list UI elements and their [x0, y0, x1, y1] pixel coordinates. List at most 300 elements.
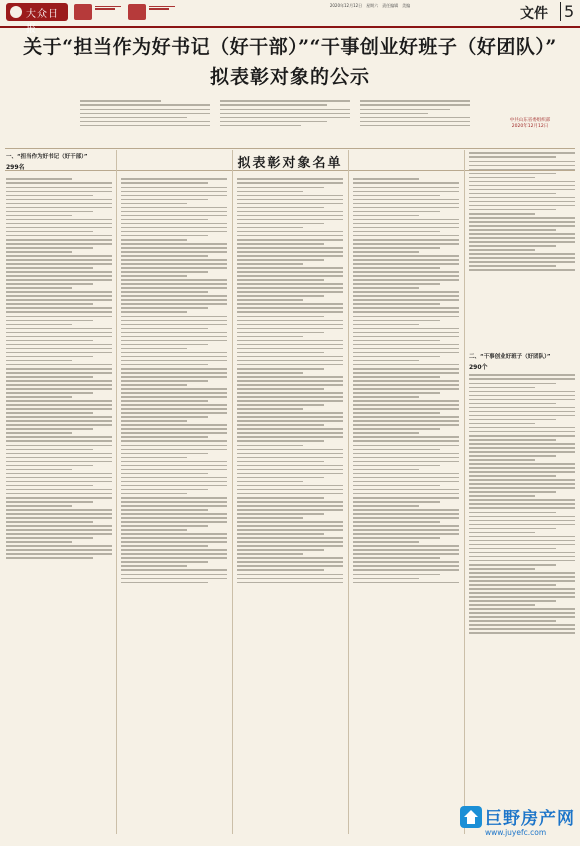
text-line: [237, 275, 343, 277]
text-line: [6, 541, 72, 543]
text-line: [6, 348, 112, 350]
text-line: [469, 205, 575, 207]
publisher-date: 2020年12月12日: [511, 124, 549, 129]
text-line: [353, 392, 440, 394]
text-line: [237, 533, 324, 535]
text-line: [237, 578, 343, 580]
name-list-column: [6, 176, 112, 798]
text-line: [237, 408, 303, 410]
intro-paragraph: [220, 98, 350, 146]
text-line: [237, 223, 324, 225]
text-line: [121, 582, 208, 584]
text-line: [469, 427, 575, 429]
text-line: [237, 481, 303, 483]
text-line: [6, 477, 112, 479]
text-line: [121, 412, 227, 414]
text-line: [237, 203, 343, 205]
text-line: [353, 489, 459, 491]
text-line: [353, 328, 459, 330]
text-line: [237, 549, 324, 551]
text-line: [353, 255, 459, 257]
text-line: [237, 348, 343, 350]
text-line: [353, 259, 459, 261]
text-line: [121, 364, 208, 366]
text-line: [469, 419, 556, 421]
text-line: [353, 481, 459, 483]
text-line: [237, 360, 343, 362]
logo-seal-icon: [10, 6, 22, 18]
text-line: [353, 231, 440, 233]
publisher-signature: [485, 118, 575, 130]
text-line: [121, 275, 187, 277]
text-line: [469, 580, 575, 582]
text-line: [121, 219, 208, 221]
text-line: [237, 489, 343, 491]
text-line: [6, 223, 112, 225]
text-line: [6, 275, 112, 277]
text-line: [121, 436, 208, 438]
text-line: [121, 316, 227, 318]
text-line: [237, 332, 324, 334]
text-line: [121, 537, 227, 539]
text-line: [360, 117, 470, 119]
text-line: [237, 219, 343, 221]
text-line: [237, 509, 343, 511]
name-list-column: [353, 176, 459, 836]
text-line: [237, 541, 343, 543]
text-line: [237, 537, 343, 539]
text-line: [6, 537, 93, 539]
text-line: [80, 125, 210, 127]
text-line: [469, 161, 575, 163]
text-line: [121, 191, 227, 193]
headline-line-1: 关于“担当作为好书记（好干部）”“干事创业好班子（好团队）”: [23, 36, 557, 58]
text-line: [121, 465, 227, 467]
text-line: [353, 428, 440, 430]
text-line: [121, 400, 208, 402]
text-line: [353, 477, 459, 479]
text-line: [469, 628, 575, 630]
text-line: [121, 287, 227, 289]
text-line: [353, 384, 459, 386]
text-line: [469, 177, 535, 179]
text-line: [6, 195, 93, 197]
text-line: [220, 113, 350, 115]
text-line: [469, 253, 575, 255]
text-line: [469, 616, 575, 618]
text-line: [6, 340, 93, 342]
text-line: [353, 207, 459, 209]
text-line: [353, 239, 459, 241]
text-line: [469, 528, 556, 530]
text-line: [353, 287, 419, 289]
text-line: [469, 495, 535, 497]
text-line: [353, 465, 440, 467]
text-line: [237, 505, 343, 507]
text-line: [6, 243, 112, 245]
text-line: [6, 485, 93, 487]
text-line: [6, 513, 112, 515]
text-line: [6, 473, 112, 475]
text-line: [121, 513, 227, 515]
text-line: [353, 283, 440, 285]
text-line: [121, 235, 208, 237]
text-line: [469, 516, 575, 518]
text-line: [353, 517, 459, 519]
text-line: [469, 483, 575, 485]
text-line: [469, 520, 575, 522]
text-line: [237, 182, 343, 184]
text-line: [353, 380, 459, 382]
text-line: [469, 225, 575, 227]
text-line: [237, 243, 324, 245]
text-line: [121, 283, 227, 285]
text-line: [237, 449, 343, 451]
text-line: [353, 424, 459, 426]
text-line: [121, 453, 208, 455]
text-line: [6, 295, 112, 297]
text-line: [237, 445, 303, 447]
text-line: [121, 320, 227, 322]
text-line: [353, 303, 440, 305]
text-line: [121, 408, 227, 410]
edition-info: 2020年12月12日 星期六 责任编辑 美编: [329, 3, 411, 8]
text-line: [237, 283, 343, 285]
text-line: [6, 255, 112, 257]
text-line: [353, 497, 459, 499]
text-line: [469, 475, 556, 477]
text-line: [469, 261, 575, 263]
text-line: [6, 320, 93, 322]
text-line: [469, 245, 556, 247]
text-line: [469, 241, 575, 243]
text-line: [80, 104, 210, 106]
masthead-app-note: [149, 4, 189, 11]
text-line: [469, 532, 535, 534]
text-line: [237, 178, 343, 180]
text-line: [469, 455, 556, 457]
text-line: [121, 404, 227, 406]
text-line: [237, 424, 324, 426]
text-line: [121, 199, 208, 201]
text-line: [469, 181, 575, 183]
text-line: [6, 517, 112, 519]
text-line: [469, 443, 575, 445]
text-line: [353, 525, 459, 527]
text-line: [353, 412, 440, 414]
text-line: [121, 485, 227, 487]
text-line: [6, 247, 93, 249]
text-line: [6, 440, 112, 442]
text-line: [360, 104, 470, 106]
text-line: [237, 239, 343, 241]
text-line: [6, 424, 112, 426]
text-line: [6, 376, 93, 378]
text-line: [469, 217, 575, 219]
text-line: [6, 432, 72, 434]
masthead: [0, 0, 580, 35]
text-line: [237, 461, 324, 463]
text-line: [469, 596, 575, 598]
headline-line-2: 拟表彰对象的公示: [209, 66, 370, 88]
text-line: [6, 416, 112, 418]
text-line: [353, 360, 419, 362]
text-line: [237, 251, 343, 253]
text-line: [121, 489, 208, 491]
text-line: [6, 445, 112, 447]
text-line: [469, 411, 575, 413]
section-2-count: 290个: [469, 364, 488, 371]
text-line: [469, 383, 556, 385]
text-line: [469, 463, 575, 465]
text-line: [6, 287, 72, 289]
text-line: [353, 376, 440, 378]
text-line: [121, 352, 227, 354]
text-line: [469, 624, 575, 626]
text-line: [121, 578, 227, 580]
text-line: [469, 540, 575, 542]
text-line: [220, 125, 301, 127]
text-line: [6, 324, 72, 326]
text-line: [6, 392, 93, 394]
text-line: [121, 549, 227, 551]
text-line: [6, 404, 112, 406]
text-line: [237, 227, 303, 229]
text-line: [237, 404, 324, 406]
text-line: [121, 529, 187, 531]
text-line: [360, 100, 470, 102]
text-line: [469, 407, 575, 409]
text-line: [121, 424, 227, 426]
text-line: [353, 557, 440, 559]
text-line: [353, 416, 459, 418]
text-line: [6, 493, 112, 495]
text-line: [353, 178, 419, 180]
text-line: [6, 525, 112, 527]
text-line: [6, 529, 112, 531]
text-line: [121, 440, 227, 442]
text-line: [237, 574, 343, 576]
qr-code-icon: [74, 4, 92, 20]
text-line: [237, 199, 343, 201]
text-line: [6, 279, 112, 281]
text-line: [353, 569, 459, 571]
text-line: [469, 612, 575, 614]
divider: [5, 148, 575, 149]
text-line: [237, 307, 343, 309]
text-line: [469, 395, 575, 397]
text-line: [360, 109, 450, 111]
page-number: 5: [560, 2, 574, 21]
text-line: [469, 447, 575, 449]
text-line: [6, 400, 112, 402]
text-line: [237, 412, 343, 414]
text-line: [121, 553, 227, 555]
text-line: [6, 420, 112, 422]
text-line: [6, 291, 112, 293]
text-line: [237, 372, 303, 374]
text-line: [6, 521, 93, 523]
text-line: [6, 307, 112, 309]
text-line: [6, 505, 72, 507]
text-line: [469, 233, 575, 235]
text-line: [6, 299, 112, 301]
text-line: [121, 207, 227, 209]
text-line: [121, 271, 208, 273]
team-list-column: [469, 372, 575, 796]
text-line: [353, 223, 459, 225]
text-line: [121, 291, 208, 293]
text-line: [353, 356, 440, 358]
text-line: [237, 469, 343, 471]
text-line: [353, 348, 459, 350]
text-line: [353, 578, 419, 580]
text-line: [353, 453, 459, 455]
text-line: [6, 481, 112, 483]
text-line: [469, 608, 575, 610]
text-line: [353, 574, 440, 576]
text-line: [121, 380, 208, 382]
text-line: [237, 517, 303, 519]
text-line: [237, 287, 343, 289]
text-line: [237, 235, 343, 237]
text-line: [121, 336, 227, 338]
text-line: [121, 457, 187, 459]
text-line: [220, 117, 350, 119]
text-line: [237, 279, 324, 281]
text-line: [237, 416, 343, 418]
text-line: [469, 269, 575, 271]
text-line: [6, 328, 112, 330]
text-line: [353, 364, 459, 366]
text-line: [6, 187, 112, 189]
text-line: [469, 564, 556, 566]
text-line: [121, 461, 227, 463]
text-line: [121, 388, 227, 390]
text-line: [237, 440, 324, 442]
column-divider: [464, 150, 465, 834]
text-line: [121, 356, 227, 358]
text-line: [80, 113, 210, 115]
text-line: [237, 557, 343, 559]
text-line: [469, 431, 575, 433]
text-line: [6, 372, 112, 374]
text-line: [121, 565, 187, 567]
text-line: [121, 449, 227, 451]
text-line: [469, 632, 575, 634]
column-divider: [348, 150, 349, 834]
text-line: [237, 259, 324, 261]
text-line: [353, 247, 440, 249]
text-line: [353, 295, 459, 297]
text-line: [237, 324, 343, 326]
text-line: [6, 501, 93, 503]
text-line: [121, 525, 208, 527]
text-line: [237, 465, 343, 467]
text-line: [237, 316, 324, 318]
text-line: [6, 211, 93, 213]
text-line: [121, 416, 208, 418]
text-line: [469, 568, 535, 570]
text-line: [6, 396, 72, 398]
namelist-title: 拟表彰对象名单: [237, 156, 343, 171]
text-line: [353, 368, 459, 370]
text-line: [121, 545, 208, 547]
text-line: [6, 368, 112, 370]
text-line: [237, 521, 343, 523]
text-line: [121, 263, 227, 265]
text-line: [6, 469, 72, 471]
contact-info: [360, 98, 470, 146]
text-line: [237, 336, 303, 338]
intro-paragraph: [80, 98, 210, 146]
text-line: [121, 227, 227, 229]
text-line: [121, 432, 227, 434]
text-line: [237, 473, 343, 475]
text-line: [237, 497, 324, 499]
text-line: [353, 215, 419, 217]
text-line: [121, 521, 227, 523]
house-logo-icon: [460, 806, 482, 828]
text-line: [121, 541, 227, 543]
text-line: [121, 372, 227, 374]
brand-name: 巨野房产网: [485, 809, 575, 829]
text-line: [237, 400, 343, 402]
text-line: [121, 348, 187, 350]
text-line: [6, 380, 112, 382]
column-divider: [116, 150, 117, 834]
text-line: [121, 477, 227, 479]
text-line: [237, 271, 343, 273]
text-line: [237, 344, 343, 346]
column-divider: [232, 150, 233, 834]
text-line: [6, 182, 112, 184]
text-line: [353, 485, 440, 487]
text-line: [353, 199, 459, 201]
text-line: [121, 517, 227, 519]
text-line: [121, 279, 227, 281]
text-line: [237, 299, 303, 301]
text-line: [469, 257, 575, 259]
text-line: [237, 263, 303, 265]
text-line: [121, 324, 227, 326]
text-line: [469, 620, 556, 622]
text-line: [469, 544, 575, 546]
newspaper-name: 大众日报: [26, 9, 59, 35]
text-line: [237, 545, 343, 547]
text-line: [469, 536, 575, 538]
text-line: [353, 235, 459, 237]
text-line: [353, 203, 459, 205]
text-line: [353, 561, 459, 563]
text-line: [469, 584, 556, 586]
text-line: [353, 243, 459, 245]
text-line: [237, 384, 343, 386]
text-line: [121, 420, 187, 422]
text-line: [220, 109, 350, 111]
text-line: [469, 189, 575, 191]
text-line: [353, 445, 459, 447]
section-2-heading: 二、“干事创业好班子（好团队）”: [469, 354, 551, 360]
text-line: [121, 243, 227, 245]
text-line: [353, 553, 459, 555]
text-line: [353, 469, 419, 471]
text-line: [237, 582, 343, 584]
text-line: [353, 473, 459, 475]
text-line: [353, 299, 459, 301]
text-line: [237, 207, 324, 209]
text-line: [469, 467, 575, 469]
